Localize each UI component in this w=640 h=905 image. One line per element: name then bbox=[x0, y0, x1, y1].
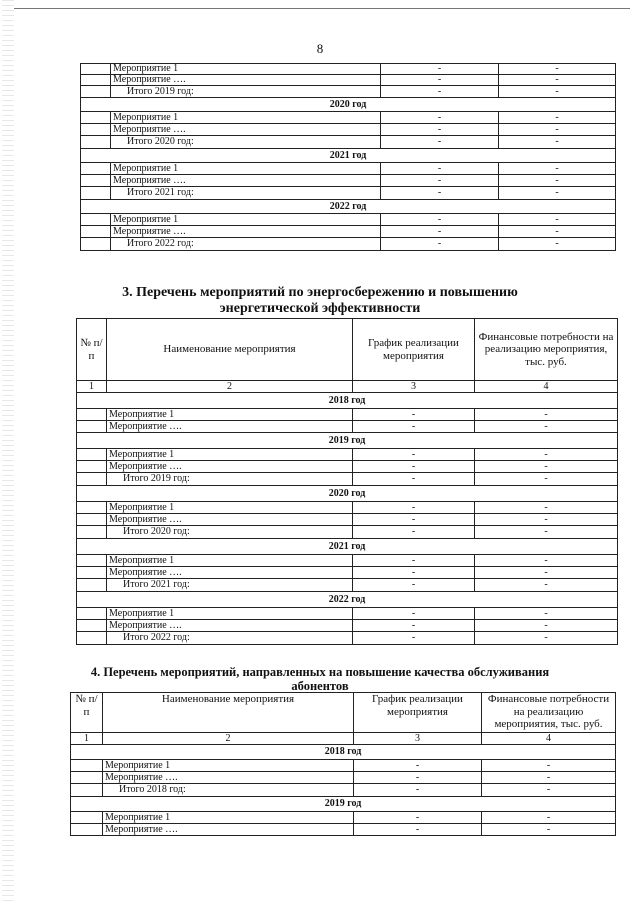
table-row: Мероприятие 1 - - bbox=[81, 214, 616, 226]
year-row: 2022 год bbox=[81, 200, 616, 214]
table-row: Мероприятие …. - - bbox=[77, 620, 618, 632]
table-row: Мероприятие …. - - bbox=[81, 124, 616, 136]
table-row: Мероприятие 1 - - bbox=[77, 608, 618, 620]
year-row: 2019 год bbox=[77, 433, 618, 449]
table-index-row: 1 2 3 4 bbox=[77, 381, 618, 393]
year-row: 2022 год bbox=[77, 592, 618, 608]
table-row: Мероприятие 1 - - bbox=[81, 112, 616, 124]
table-row: Мероприятие …. - - bbox=[77, 461, 618, 473]
table-row: Мероприятие 1 - - bbox=[77, 409, 618, 421]
table-row-total: Итого 2018 год: - - bbox=[71, 784, 616, 797]
table-row: Мероприятие 1 - - bbox=[71, 812, 616, 824]
table-row: Мероприятие …. - - bbox=[77, 421, 618, 433]
table-row-total: Итого 2022 год: - - bbox=[81, 238, 616, 251]
table-row: Мероприятие …. - - bbox=[81, 226, 616, 238]
table-row: Мероприятие 1 - - bbox=[81, 163, 616, 175]
table-header-row: № п/п Наименование мероприятия График реализации мероприятия Финансовые потребности на реализацию мероприятия, тыс. руб. bbox=[71, 693, 616, 733]
continuation-table bbox=[80, 63, 616, 251]
section4-title: 4. Перечень мероприятий, направленных на повышение качества обслуживания абонентов bbox=[90, 665, 550, 694]
table-row-total: Итого 2021 год: - - bbox=[81, 187, 616, 200]
year-row: 2020 год bbox=[77, 486, 618, 502]
table-row-total: Итого 2019 год: - - bbox=[81, 86, 616, 98]
table-row: Мероприятие …. - - bbox=[77, 567, 618, 579]
year-row: 2021 год bbox=[77, 539, 618, 555]
scan-edge-artifact bbox=[2, 0, 14, 905]
table-row: Мероприятие …. - - bbox=[81, 75, 616, 86]
table-row: Мероприятие 1 - - bbox=[77, 555, 618, 567]
table-header-row: № п/п Наименование мероприятия График реализации мероприятия Финансовые потребности на реализацию мероприятия, тыс. руб. bbox=[77, 319, 618, 381]
table-row: Мероприятие 1 - - bbox=[77, 502, 618, 514]
table-row: Мероприятие …. - - bbox=[77, 514, 618, 526]
table-row: Мероприятие 1 - - bbox=[81, 64, 616, 75]
year-row: 2021 год bbox=[81, 149, 616, 163]
page-top-rule bbox=[14, 8, 630, 9]
table-row-total: Итого 2021 год: - - bbox=[77, 579, 618, 592]
table-row: Мероприятие …. - - bbox=[71, 824, 616, 836]
year-row: 2018 год bbox=[77, 393, 618, 409]
table-row: Мероприятие …. - - bbox=[81, 175, 616, 187]
table-row-total: Итого 2022 год: - - bbox=[77, 632, 618, 645]
section3-table bbox=[76, 318, 618, 645]
table-row: Мероприятие 1 - - bbox=[71, 760, 616, 772]
section3-title: 3. Перечень мероприятий по энергосбережению и повышению энергетической эффективности bbox=[122, 285, 518, 317]
year-row: 2020 год bbox=[81, 98, 616, 112]
page-number: 8 bbox=[316, 41, 324, 56]
table-row-total: Итого 2020 год: - - bbox=[77, 526, 618, 539]
section4-table bbox=[70, 692, 616, 836]
table-row: Мероприятие 1 - - bbox=[77, 449, 618, 461]
table-row-total: Итого 2020 год: - - bbox=[81, 136, 616, 149]
year-row: 2018 год bbox=[71, 745, 616, 760]
table-row: Мероприятие …. - - bbox=[71, 772, 616, 784]
table-row-total: Итого 2019 год: - - bbox=[77, 473, 618, 486]
table-index-row: 1 2 3 4 bbox=[71, 733, 616, 745]
year-row: 2019 год bbox=[71, 797, 616, 812]
